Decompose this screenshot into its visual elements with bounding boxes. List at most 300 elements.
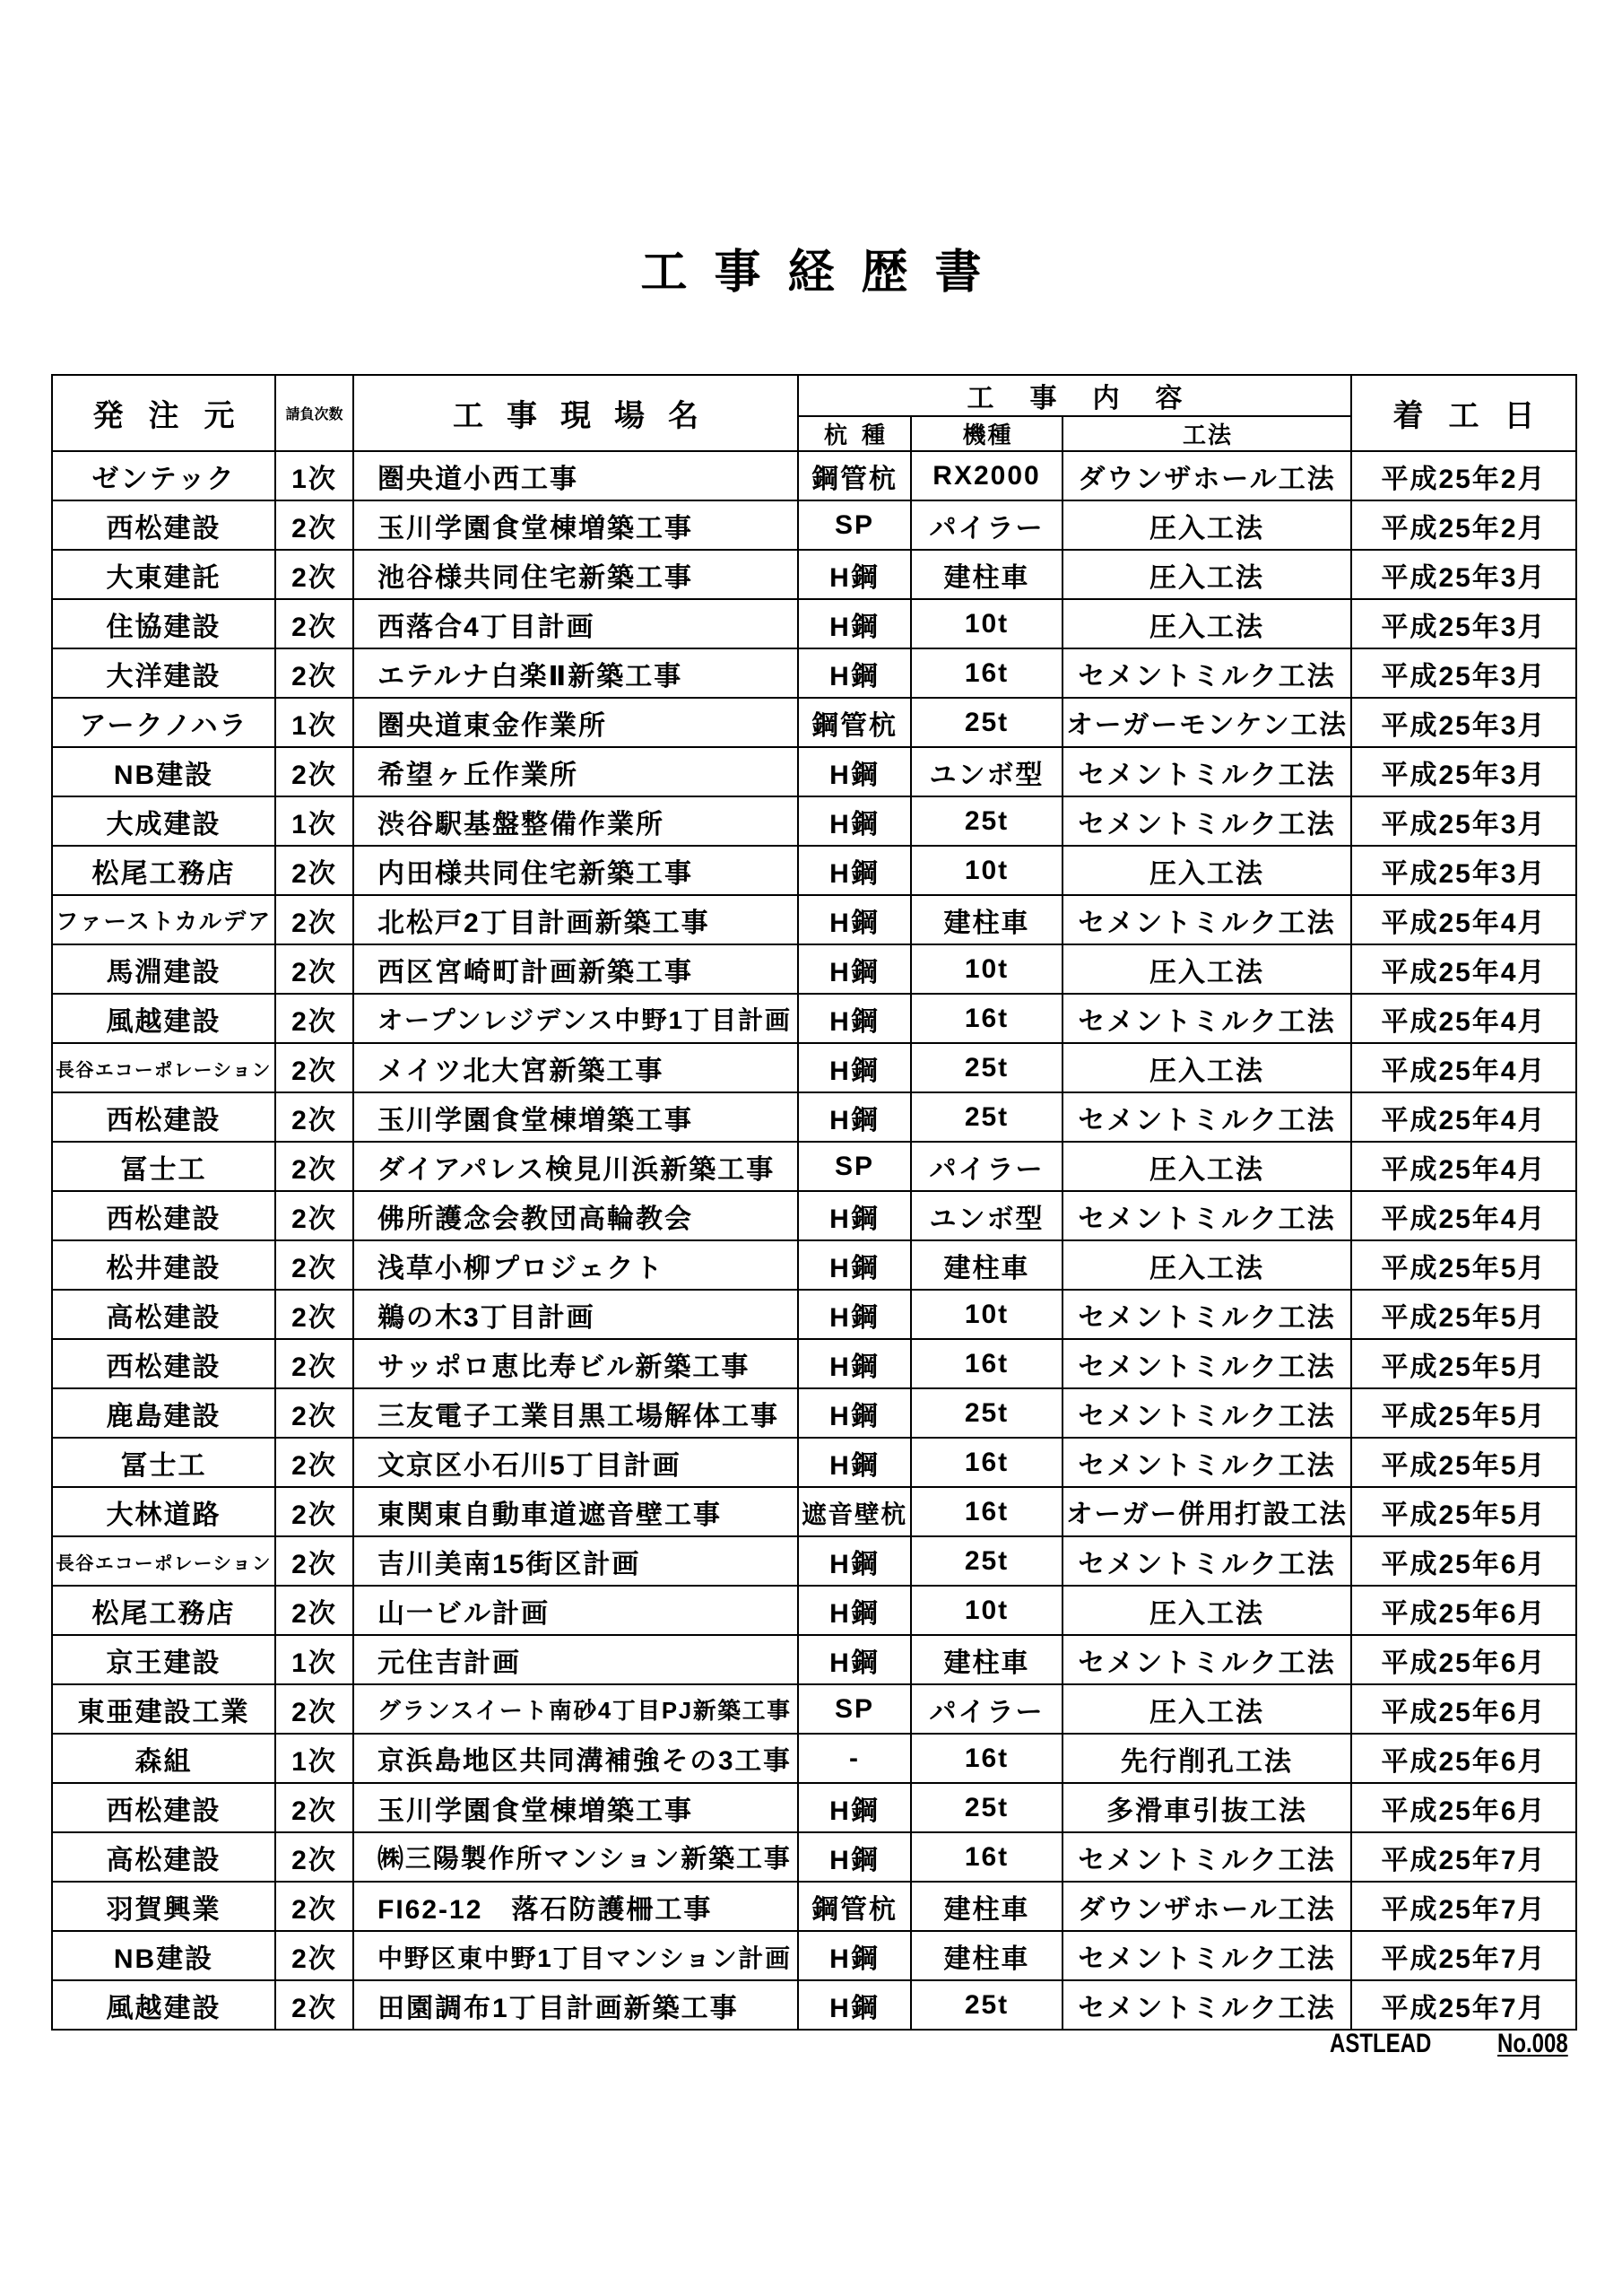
client-text: 高松建設	[106, 1302, 221, 1333]
tier-text: 2次	[291, 1894, 337, 1925]
site-name-cell	[353, 1043, 798, 1092]
header-tier	[275, 375, 353, 451]
pile-type-text: H鋼	[829, 562, 880, 593]
pile-type-cell	[798, 1635, 911, 1684]
site-name-cell	[353, 550, 798, 599]
site-name-text: 中野区東中野1丁目マンション計画	[377, 1944, 792, 1972]
table-row	[52, 1487, 1576, 1536]
pile-type-cell	[798, 648, 911, 698]
table-row	[52, 1240, 1576, 1290]
tier-text: 2次	[291, 513, 337, 544]
machine-cell	[911, 747, 1063, 796]
method-cell	[1063, 1142, 1351, 1191]
start-date-text: 平成25年7月	[1381, 1944, 1547, 1974]
header-site-name-label: 工事現場名	[453, 399, 722, 433]
start-date-cell	[1351, 1191, 1576, 1240]
pile-type-text: H鋼	[829, 957, 880, 987]
pile-type-text: 鋼管杭	[811, 710, 898, 741]
client-cell	[52, 895, 275, 944]
start-date-text: 平成25年3月	[1381, 661, 1547, 691]
client-text: 冨士工	[120, 1450, 207, 1481]
client-text: 冨士工	[120, 1154, 207, 1185]
client-text: ゼンテック	[91, 464, 236, 494]
tier-cell	[275, 1142, 353, 1191]
pile-type-text: H鋼	[829, 1796, 880, 1826]
site-name-cell	[353, 1536, 798, 1586]
tier-cell	[275, 1635, 353, 1684]
method-cell	[1063, 1043, 1351, 1092]
start-date-text: 平成25年3月	[1381, 612, 1547, 642]
pile-type-cell	[798, 1586, 911, 1635]
pile-type-text: H鋼	[829, 1253, 880, 1283]
machine-text: パイラー	[929, 1697, 1045, 1727]
header-machine	[911, 416, 1063, 451]
machine-text: 16t	[964, 1841, 1010, 1872]
tier-text: 2次	[291, 1697, 337, 1727]
tier-text: 2次	[291, 612, 337, 642]
site-name-text: 池谷様共同住宅新築工事	[377, 562, 693, 593]
machine-cell	[911, 1931, 1063, 1980]
site-name-text: 浅草小柳プロジェクト	[377, 1253, 664, 1283]
site-name-cell	[353, 1734, 798, 1783]
start-date-cell	[1351, 1882, 1576, 1931]
method-cell	[1063, 944, 1351, 994]
tier-text: 2次	[291, 562, 337, 593]
machine-cell	[911, 1635, 1063, 1684]
method-cell	[1063, 796, 1351, 846]
site-name-cell	[353, 1487, 798, 1536]
tier-cell	[275, 994, 353, 1043]
client-text: 松尾工務店	[91, 1598, 236, 1629]
site-name-cell	[353, 1339, 798, 1388]
header-method-label: 工法	[1183, 422, 1234, 448]
machine-text: パイラー	[929, 1154, 1045, 1185]
machine-text: 25t	[964, 1397, 1010, 1428]
site-name-cell	[353, 1290, 798, 1339]
table-row	[52, 796, 1576, 846]
site-name-cell	[353, 1882, 798, 1931]
start-date-text: 平成25年3月	[1381, 760, 1547, 790]
client-cell	[52, 1388, 275, 1438]
start-date-text: 平成25年3月	[1381, 710, 1547, 741]
machine-cell	[911, 944, 1063, 994]
method-cell	[1063, 1586, 1351, 1635]
start-date-text: 平成25年6月	[1381, 1697, 1547, 1727]
tier-cell	[275, 1339, 353, 1388]
tier-cell	[275, 895, 353, 944]
machine-cell	[911, 1684, 1063, 1734]
tier-cell	[275, 1882, 353, 1931]
start-date-cell	[1351, 796, 1576, 846]
start-date-cell	[1351, 1240, 1576, 1290]
site-name-cell	[353, 747, 798, 796]
machine-cell	[911, 648, 1063, 698]
client-cell	[52, 1734, 275, 1783]
client-text: ファーストカルデア	[56, 909, 272, 935]
table-row	[52, 550, 1576, 599]
tier-cell	[275, 1980, 353, 2030]
method-cell	[1063, 1339, 1351, 1388]
table-header	[52, 375, 1576, 451]
tier-text: 2次	[291, 1845, 337, 1875]
method-text: セメントミルク工法	[1078, 1401, 1336, 1431]
table-row	[52, 1290, 1576, 1339]
method-cell	[1063, 599, 1351, 648]
method-cell	[1063, 1191, 1351, 1240]
site-name-cell	[353, 599, 798, 648]
client-cell	[52, 1980, 275, 2030]
table-row	[52, 1882, 1576, 1931]
table-row	[52, 648, 1576, 698]
site-name-text: 圏央道東金作業所	[377, 710, 607, 741]
machine-text: 10t	[964, 1595, 1010, 1625]
machine-text: 建柱車	[943, 908, 1030, 938]
tier-text: 2次	[291, 661, 337, 691]
method-text: 先行削孔工法	[1121, 1746, 1294, 1777]
pile-type-text: H鋼	[829, 1993, 880, 2023]
site-name-text: 文京区小石川5丁目計画	[377, 1450, 681, 1481]
method-text: セメントミルク工法	[1078, 809, 1336, 839]
start-date-text: 平成25年6月	[1381, 1549, 1547, 1579]
client-text: 高松建設	[106, 1845, 221, 1875]
method-text: 圧入工法	[1149, 1598, 1265, 1629]
client-cell	[52, 599, 275, 648]
client-text: 大林道路	[106, 1500, 221, 1530]
start-date-cell	[1351, 1980, 1576, 2030]
tier-cell	[275, 846, 353, 895]
table-row	[52, 1339, 1576, 1388]
method-text: 圧入工法	[1149, 1056, 1265, 1086]
machine-text: 10t	[964, 953, 1010, 984]
pile-type-cell	[798, 1931, 911, 1980]
table-row	[52, 1191, 1576, 1240]
start-date-text: 平成25年4月	[1381, 1204, 1547, 1234]
site-name-text: 西区宮崎町計画新築工事	[377, 957, 693, 987]
tier-text: 2次	[291, 1352, 337, 1382]
machine-text: 16t	[964, 1003, 1010, 1033]
site-name-cell	[353, 1142, 798, 1191]
pile-type-text: 遮音壁杭	[802, 1500, 907, 1528]
machine-text: 25t	[964, 1101, 1010, 1132]
site-name-cell	[353, 1635, 798, 1684]
pile-type-text: H鋼	[829, 908, 880, 938]
start-date-text: 平成25年6月	[1381, 1746, 1547, 1777]
tier-cell	[275, 599, 353, 648]
start-date-cell	[1351, 1931, 1576, 1980]
site-name-cell	[353, 698, 798, 747]
start-date-cell	[1351, 1734, 1576, 1783]
tier-cell	[275, 1536, 353, 1586]
client-text: NB建設	[113, 1944, 214, 1974]
table-row	[52, 895, 1576, 944]
tier-text: 2次	[291, 1549, 337, 1579]
client-cell	[52, 1290, 275, 1339]
client-cell	[52, 1142, 275, 1191]
start-date-cell	[1351, 1684, 1576, 1734]
method-cell	[1063, 994, 1351, 1043]
tier-text: 2次	[291, 1253, 337, 1283]
site-name-text: 佛所護念会教団高輪教会	[377, 1204, 693, 1234]
method-text: セメントミルク工法	[1078, 1993, 1336, 2023]
method-text: 圧入工法	[1149, 1697, 1265, 1727]
site-name-text: 元住吉計画	[377, 1648, 521, 1678]
client-text: 大東建託	[106, 562, 221, 593]
machine-text: 建柱車	[943, 562, 1030, 593]
machine-cell	[911, 1339, 1063, 1388]
pile-type-cell	[798, 1092, 911, 1142]
tier-text: 2次	[291, 1598, 337, 1629]
client-cell	[52, 451, 275, 500]
start-date-cell	[1351, 500, 1576, 550]
client-text: 松尾工務店	[91, 858, 236, 889]
site-name-text: FI62-12 落石防護柵工事	[377, 1894, 713, 1925]
header-client-label: 発注元	[92, 399, 260, 433]
method-text: 圧入工法	[1149, 957, 1265, 987]
client-text: 西松建設	[106, 1204, 221, 1234]
start-date-text: 平成25年6月	[1381, 1648, 1547, 1678]
pile-type-cell	[798, 1339, 911, 1388]
tier-cell	[275, 796, 353, 846]
method-cell	[1063, 698, 1351, 747]
tier-text: 2次	[291, 1944, 337, 1974]
pile-type-text: H鋼	[829, 1648, 880, 1678]
header-work-content	[798, 375, 1351, 416]
pile-type-text: H鋼	[829, 612, 880, 642]
client-cell	[52, 1635, 275, 1684]
machine-cell	[911, 846, 1063, 895]
table-row	[52, 747, 1576, 796]
start-date-cell	[1351, 895, 1576, 944]
site-name-text: 三友電子工業目黒工場解体工事	[377, 1401, 779, 1431]
machine-text: 建柱車	[943, 1253, 1030, 1283]
method-text: 圧入工法	[1149, 513, 1265, 544]
machine-text: 16t	[964, 1496, 1010, 1526]
site-name-text: 西落合4丁目計画	[377, 612, 595, 642]
client-cell	[52, 796, 275, 846]
table-row	[52, 1980, 1576, 2030]
client-cell	[52, 994, 275, 1043]
client-cell	[52, 500, 275, 550]
method-text: セメントミルク工法	[1078, 1845, 1336, 1875]
table-row	[52, 1684, 1576, 1734]
site-name-cell	[353, 895, 798, 944]
pile-type-text: H鋼	[829, 1105, 880, 1135]
tier-cell	[275, 1931, 353, 1980]
site-name-text: エテルナ白楽Ⅱ新築工事	[377, 661, 683, 691]
table-row	[52, 1043, 1576, 1092]
table-row	[52, 1388, 1576, 1438]
method-cell	[1063, 895, 1351, 944]
start-date-text: 平成25年3月	[1381, 809, 1547, 839]
pile-type-cell	[798, 1783, 911, 1832]
method-cell	[1063, 500, 1351, 550]
client-cell	[52, 1438, 275, 1487]
tier-cell	[275, 648, 353, 698]
method-cell	[1063, 1388, 1351, 1438]
start-date-text: 平成25年5月	[1381, 1253, 1547, 1283]
pile-type-cell	[798, 994, 911, 1043]
tier-text: 2次	[291, 1500, 337, 1530]
method-cell	[1063, 1980, 1351, 2030]
tier-text: 2次	[291, 908, 337, 938]
header-site-name	[353, 375, 798, 451]
pile-type-text: H鋼	[829, 809, 880, 839]
client-cell	[52, 1931, 275, 1980]
start-date-text: 平成25年2月	[1381, 464, 1547, 494]
start-date-text: 平成25年7月	[1381, 1894, 1547, 1925]
site-name-text: 鵜の木3丁目計画	[377, 1302, 595, 1333]
pile-type-cell	[798, 796, 911, 846]
client-text: 羽賀興業	[106, 1894, 221, 1925]
machine-text: ユンボ型	[929, 1204, 1045, 1234]
tier-cell	[275, 1438, 353, 1487]
method-cell	[1063, 1684, 1351, 1734]
client-text: NB建設	[113, 760, 214, 790]
site-name-text: ダイアパレス検見川浜新築工事	[377, 1154, 776, 1185]
client-cell	[52, 1092, 275, 1142]
table-row	[52, 500, 1576, 550]
pile-type-text: H鋼	[829, 1056, 880, 1086]
site-name-text: 玉川学園食堂棟増築工事	[377, 1105, 693, 1135]
method-text: ダウンザホール工法	[1078, 464, 1336, 494]
tier-text: 2次	[291, 1006, 337, 1037]
start-date-text: 平成25年4月	[1381, 957, 1547, 987]
machine-text: 建柱車	[943, 1894, 1030, 1925]
pile-type-text: H鋼	[829, 1944, 880, 1974]
machine-cell	[911, 550, 1063, 599]
site-name-text: 東関東自動車道遮音壁工事	[377, 1500, 722, 1530]
machine-text: 25t	[964, 1052, 1010, 1083]
machine-text: 25t	[964, 707, 1010, 737]
tier-text: 2次	[291, 1993, 337, 2023]
tier-text: 2次	[291, 1401, 337, 1431]
pile-type-cell	[798, 1980, 911, 2030]
client-cell	[52, 944, 275, 994]
client-text: 森組	[134, 1746, 193, 1777]
method-cell	[1063, 1290, 1351, 1339]
pile-type-text: H鋼	[829, 1450, 880, 1481]
start-date-cell	[1351, 451, 1576, 500]
pile-type-cell	[798, 1684, 911, 1734]
machine-cell	[911, 1240, 1063, 1290]
start-date-text: 平成25年3月	[1381, 858, 1547, 889]
header-tier-label: 請負次数	[285, 407, 343, 422]
table-row	[52, 944, 1576, 994]
client-cell	[52, 846, 275, 895]
method-text: セメントミルク工法	[1078, 1549, 1336, 1579]
site-name-text: 玉川学園食堂棟増築工事	[377, 1796, 693, 1826]
method-cell	[1063, 1783, 1351, 1832]
tier-cell	[275, 747, 353, 796]
machine-text: 建柱車	[943, 1648, 1030, 1678]
site-name-text: メイツ北大宮新築工事	[377, 1056, 664, 1086]
tier-cell	[275, 1240, 353, 1290]
machine-cell	[911, 1092, 1063, 1142]
site-name-text: 渋谷駅基盤整備作業所	[377, 809, 664, 839]
start-date-text: 平成25年5月	[1381, 1401, 1547, 1431]
tier-cell	[275, 1832, 353, 1882]
site-name-cell	[353, 1931, 798, 1980]
site-name-cell	[353, 1388, 798, 1438]
client-cell	[52, 648, 275, 698]
footer-page-number: No.008	[1497, 2029, 1568, 2058]
site-name-text: 吉川美南15街区計画	[377, 1549, 641, 1579]
pile-type-cell	[798, 698, 911, 747]
method-cell	[1063, 1635, 1351, 1684]
table-row	[52, 1832, 1576, 1882]
pile-type-cell	[798, 451, 911, 500]
machine-cell	[911, 796, 1063, 846]
start-date-cell	[1351, 1290, 1576, 1339]
pile-type-cell	[798, 1142, 911, 1191]
client-text: 京王建設	[106, 1648, 221, 1678]
tier-text: 2次	[291, 1796, 337, 1826]
site-name-cell	[353, 944, 798, 994]
method-cell	[1063, 1734, 1351, 1783]
site-name-text: 北松戸2丁目計画新築工事	[377, 908, 710, 938]
pile-type-text: H鋼	[829, 1302, 880, 1333]
machine-cell	[911, 1832, 1063, 1882]
pile-type-cell	[798, 1832, 911, 1882]
client-text: 西松建設	[106, 1352, 221, 1382]
client-text: 東亜建設工業	[77, 1697, 250, 1727]
start-date-text: 平成25年4月	[1381, 1006, 1547, 1037]
site-name-text: 内田様共同住宅新築工事	[377, 858, 693, 889]
table-row	[52, 1734, 1576, 1783]
header-row	[52, 375, 1576, 416]
pile-type-cell	[798, 500, 911, 550]
pile-type-cell	[798, 1734, 911, 1783]
start-date-cell	[1351, 1388, 1576, 1438]
header-start-date-label: 着工日	[1392, 399, 1560, 433]
machine-text: 16t	[964, 1743, 1010, 1773]
client-cell	[52, 1487, 275, 1536]
start-date-cell	[1351, 994, 1576, 1043]
machine-cell	[911, 895, 1063, 944]
tier-cell	[275, 1043, 353, 1092]
site-name-cell	[353, 1438, 798, 1487]
pile-type-text: H鋼	[829, 1352, 880, 1382]
tier-cell	[275, 1092, 353, 1142]
client-text: 鹿島建設	[106, 1401, 221, 1431]
method-text: 圧入工法	[1149, 858, 1265, 889]
site-name-text: サッポロ恵比寿ビル新築工事	[377, 1352, 750, 1382]
machine-cell	[911, 1043, 1063, 1092]
pile-type-text: H鋼	[829, 661, 880, 691]
pile-type-text: H鋼	[829, 1204, 880, 1234]
pile-type-cell	[798, 1536, 911, 1586]
client-cell	[52, 1882, 275, 1931]
method-text: セメントミルク工法	[1078, 1648, 1336, 1678]
site-name-text: 山一ビル計画	[377, 1598, 550, 1629]
tier-text: 1次	[291, 1648, 337, 1678]
method-text: 圧入工法	[1149, 1154, 1265, 1185]
table-row	[52, 846, 1576, 895]
machine-cell	[911, 698, 1063, 747]
start-date-text: 平成25年4月	[1381, 908, 1547, 938]
pile-type-cell	[798, 747, 911, 796]
pile-type-text: H鋼	[829, 1006, 880, 1037]
machine-text: 10t	[964, 1299, 1010, 1329]
tier-text: 2次	[291, 1154, 337, 1185]
start-date-text: 平成25年4月	[1381, 1154, 1547, 1185]
start-date-cell	[1351, 550, 1576, 599]
machine-text: 10t	[964, 608, 1010, 639]
method-text: セメントミルク工法	[1078, 908, 1336, 938]
machine-cell	[911, 451, 1063, 500]
machine-cell	[911, 1882, 1063, 1931]
method-text: セメントミルク工法	[1078, 1006, 1336, 1037]
